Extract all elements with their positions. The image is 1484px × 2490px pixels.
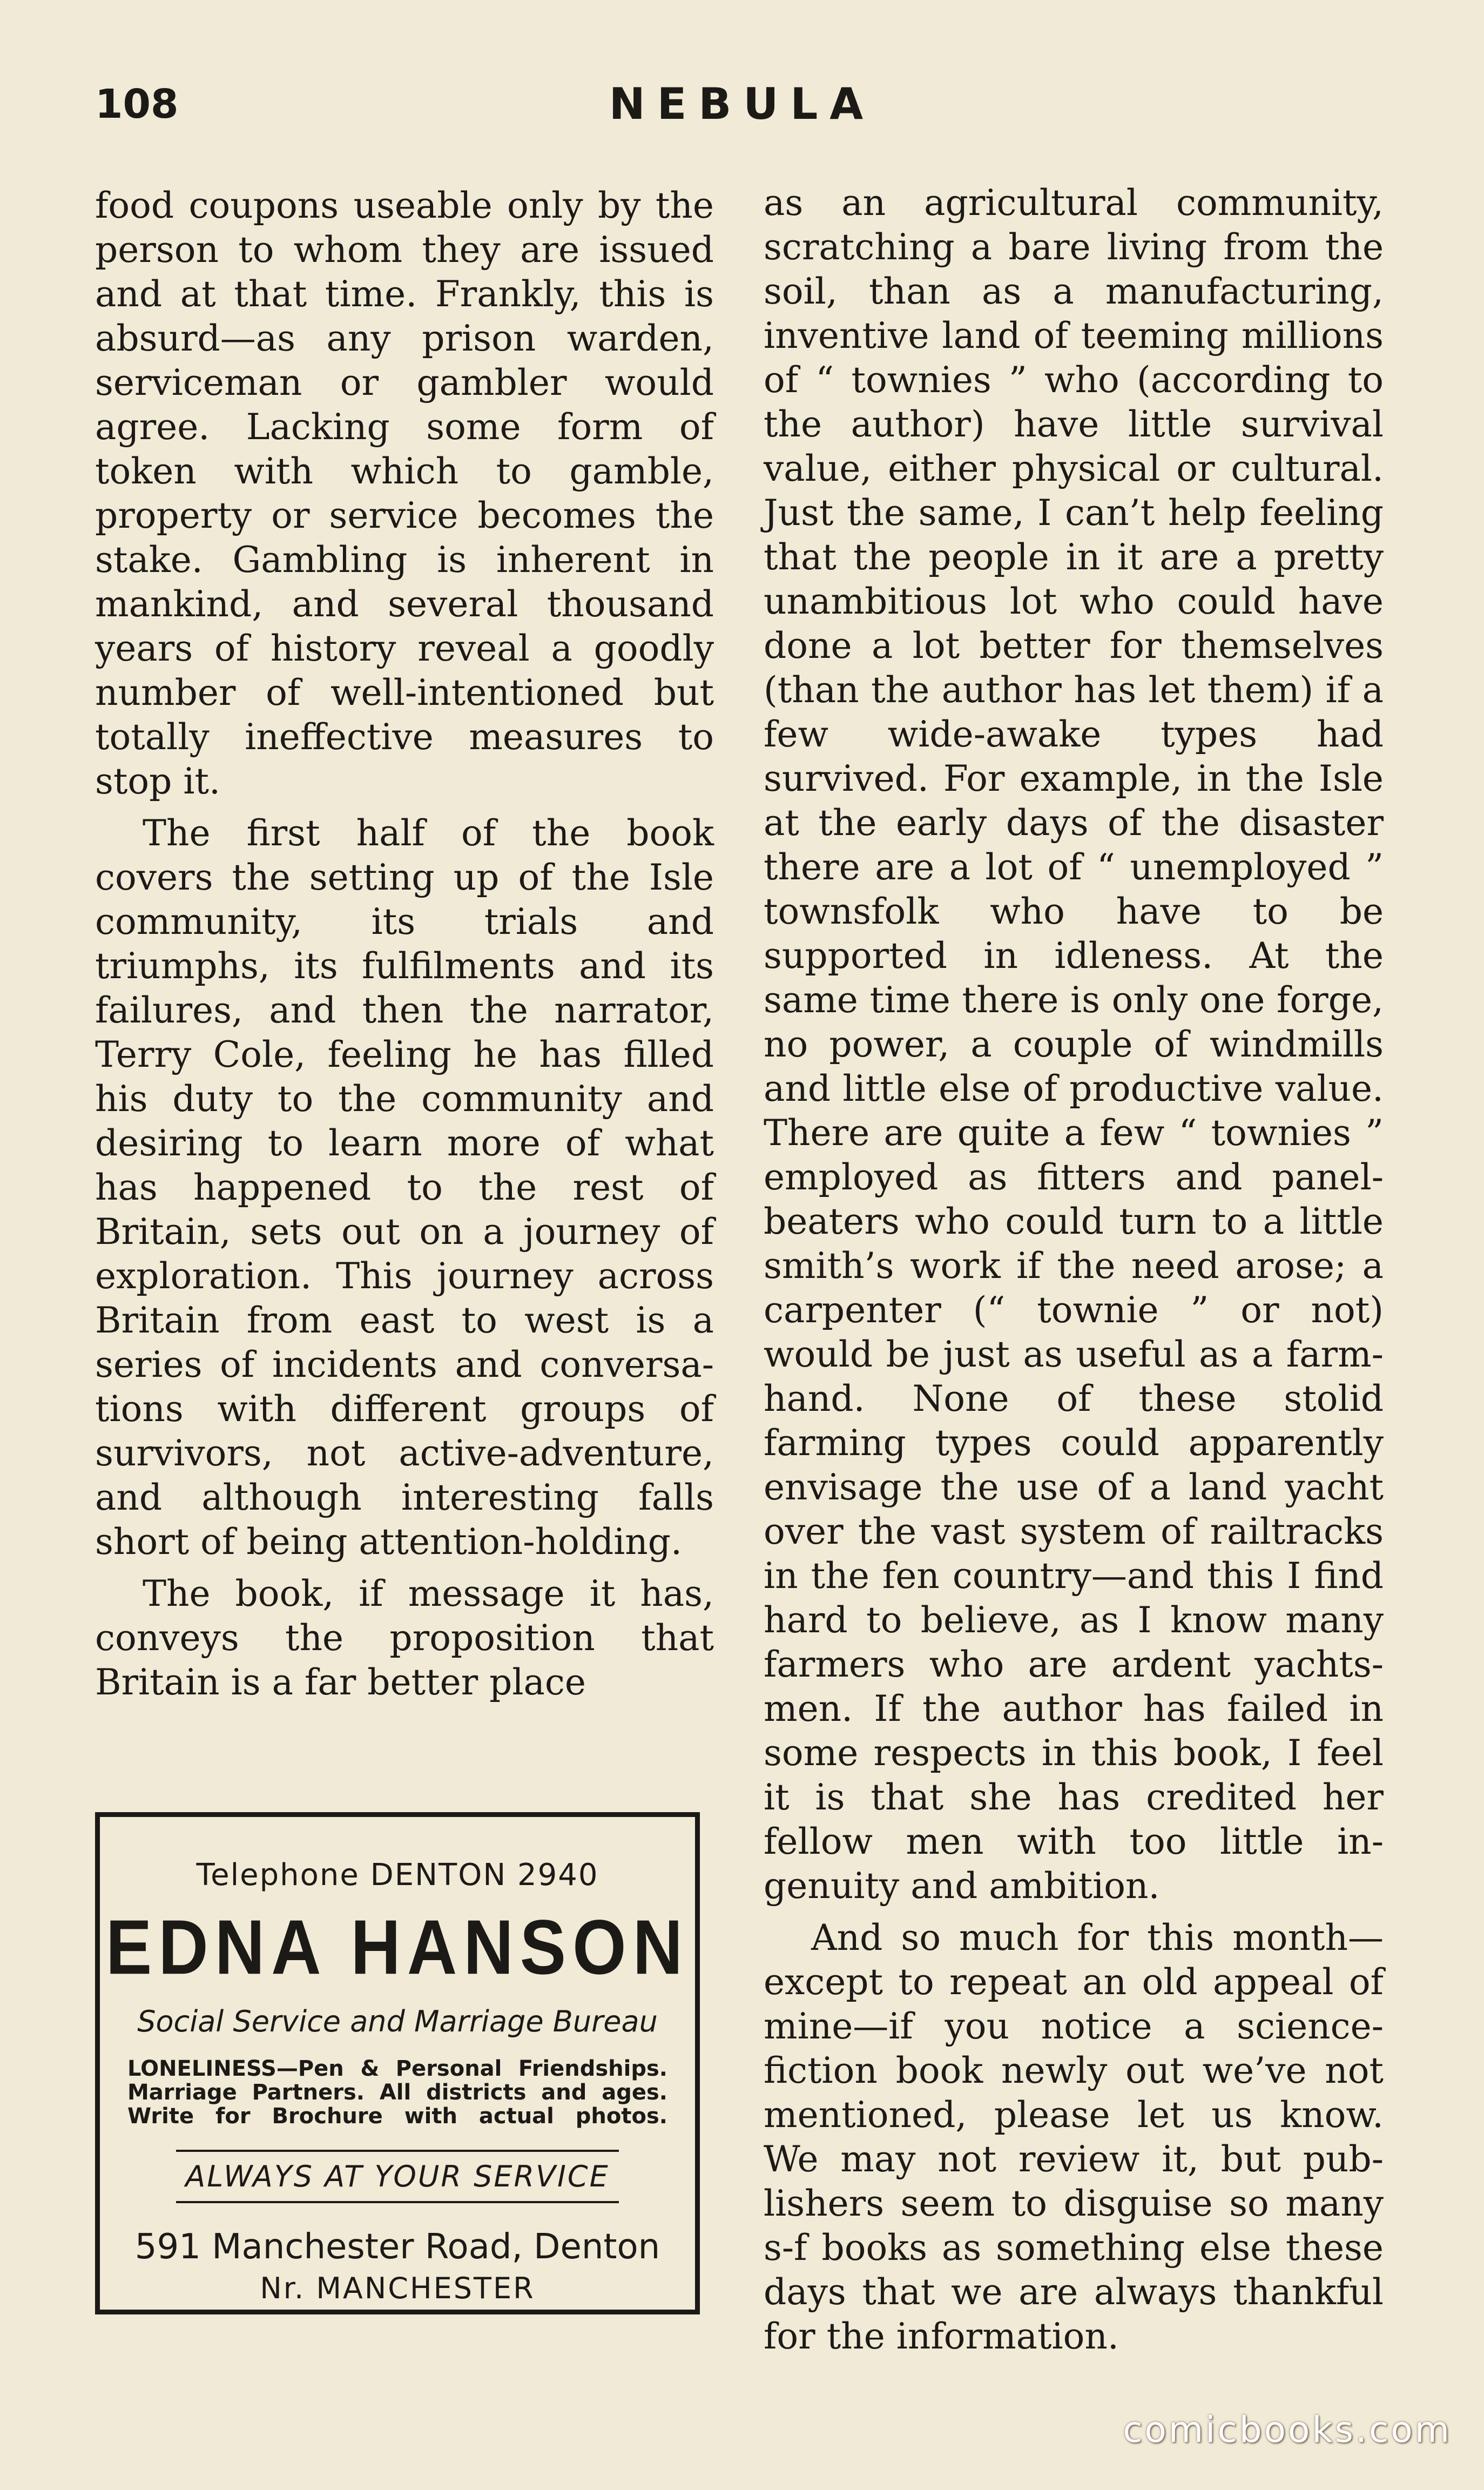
paragraph: food coupons useable only by the person to whom they are issued and at that time. Frankly, this is absurd—as any prison warden, serviceman or gambler would agree. Lacking some form of token with which to gamble, property or service becomes the stake. Gambling is inherent in mankind, and several thousand years of history reveal a goodly number of well-intentioned but totally ineffective measures to stop it. <box>95 185 714 802</box>
advertisement-box <box>95 1812 700 2314</box>
right-column <box>764 181 1384 2366</box>
paragraph: And so much for this month— except to repeat an old appeal of mine—if you notice a sciencefiction book newly out we’ve not mentioned, please let us know. We may not review it, but publishers seem to disguise so many s-f books as something else these days that we are always thankful for the information. <box>764 1917 1384 2357</box>
ad-address: 591 Manchester Road, Denton <box>134 2227 660 2267</box>
ad-blurb: LONELINESS—Pen & Personal Friendships. Marriage Partners. All districts and ages. Write for Brochure with actual photos. <box>127 2056 667 2129</box>
left-column <box>95 184 714 1712</box>
paragraph: The book, if message it has, conveys the proposition that Britain is a far better place <box>95 1573 714 1703</box>
ad-slogan: ALWAYS AT YOUR SERVICE <box>185 2159 610 2193</box>
page-number: 108 <box>95 81 179 127</box>
running-title: NEBULA <box>609 79 875 129</box>
ad-town: Nr. MANCHESTER <box>260 2271 535 2305</box>
watermark: comicbooks.com <box>1123 2409 1452 2451</box>
ad-tagline: Social Service and Marriage Bureau <box>137 2004 658 2038</box>
ad-telephone: Telephone DENTON 2940 <box>196 1858 599 1893</box>
ad-name: EDNA HANSON <box>105 1904 690 1991</box>
paragraph: The first half of the book covers the setting up of the Isle community, its trials and triumphs, its fulfilments and its failures, and then the narrator, Terry Cole, feeling he has filled his duty to the community and desiring to learn more of what has happened to the rest of Britain, sets out on a journey of exploration. This journey across Britain from east to west is a series of incidents and conversations with different groups of survivors, not active-adventure, and although interesting falls short of being attention-holding. <box>95 812 714 1563</box>
ad-divider <box>176 2150 619 2152</box>
ad-divider <box>176 2201 619 2203</box>
paragraph: as an agricultural community, scratching a bare living from the soil, than as a manufacturing, inventive land of teeming millions of “ townies ” who (according to the author) have little survival value, either physical or cultural. Just the same, I can’t help feeling that the people in it are a pretty unambitious lot who could have done a lot better for themselves (than the author has let them) if a few wide-awake types had survived. For example, in the Isle at the early days of the disaster there are a lot of “ unemployed ” townsfolk who have to be supported in idleness. At the same time there is only one forge, no power, a couple of windmills and little else of productive value. There are quite a few “ townies ” employed as fitters and panel-beaters who could turn to a little smith’s work if the need arose; a carpenter (“ townie ” or not) would be just as useful as a farm-hand. None of these stolid farming types could apparently envisage the use of a land yacht over the vast system of railtracks in the fen country—and this I find hard to believe, as I know many farmers who are ardent yachtsmen. If the author has failed in some respects in this book, I feel it is that she has credited her fellow men with too little ingenuity and ambition. <box>764 182 1384 1907</box>
